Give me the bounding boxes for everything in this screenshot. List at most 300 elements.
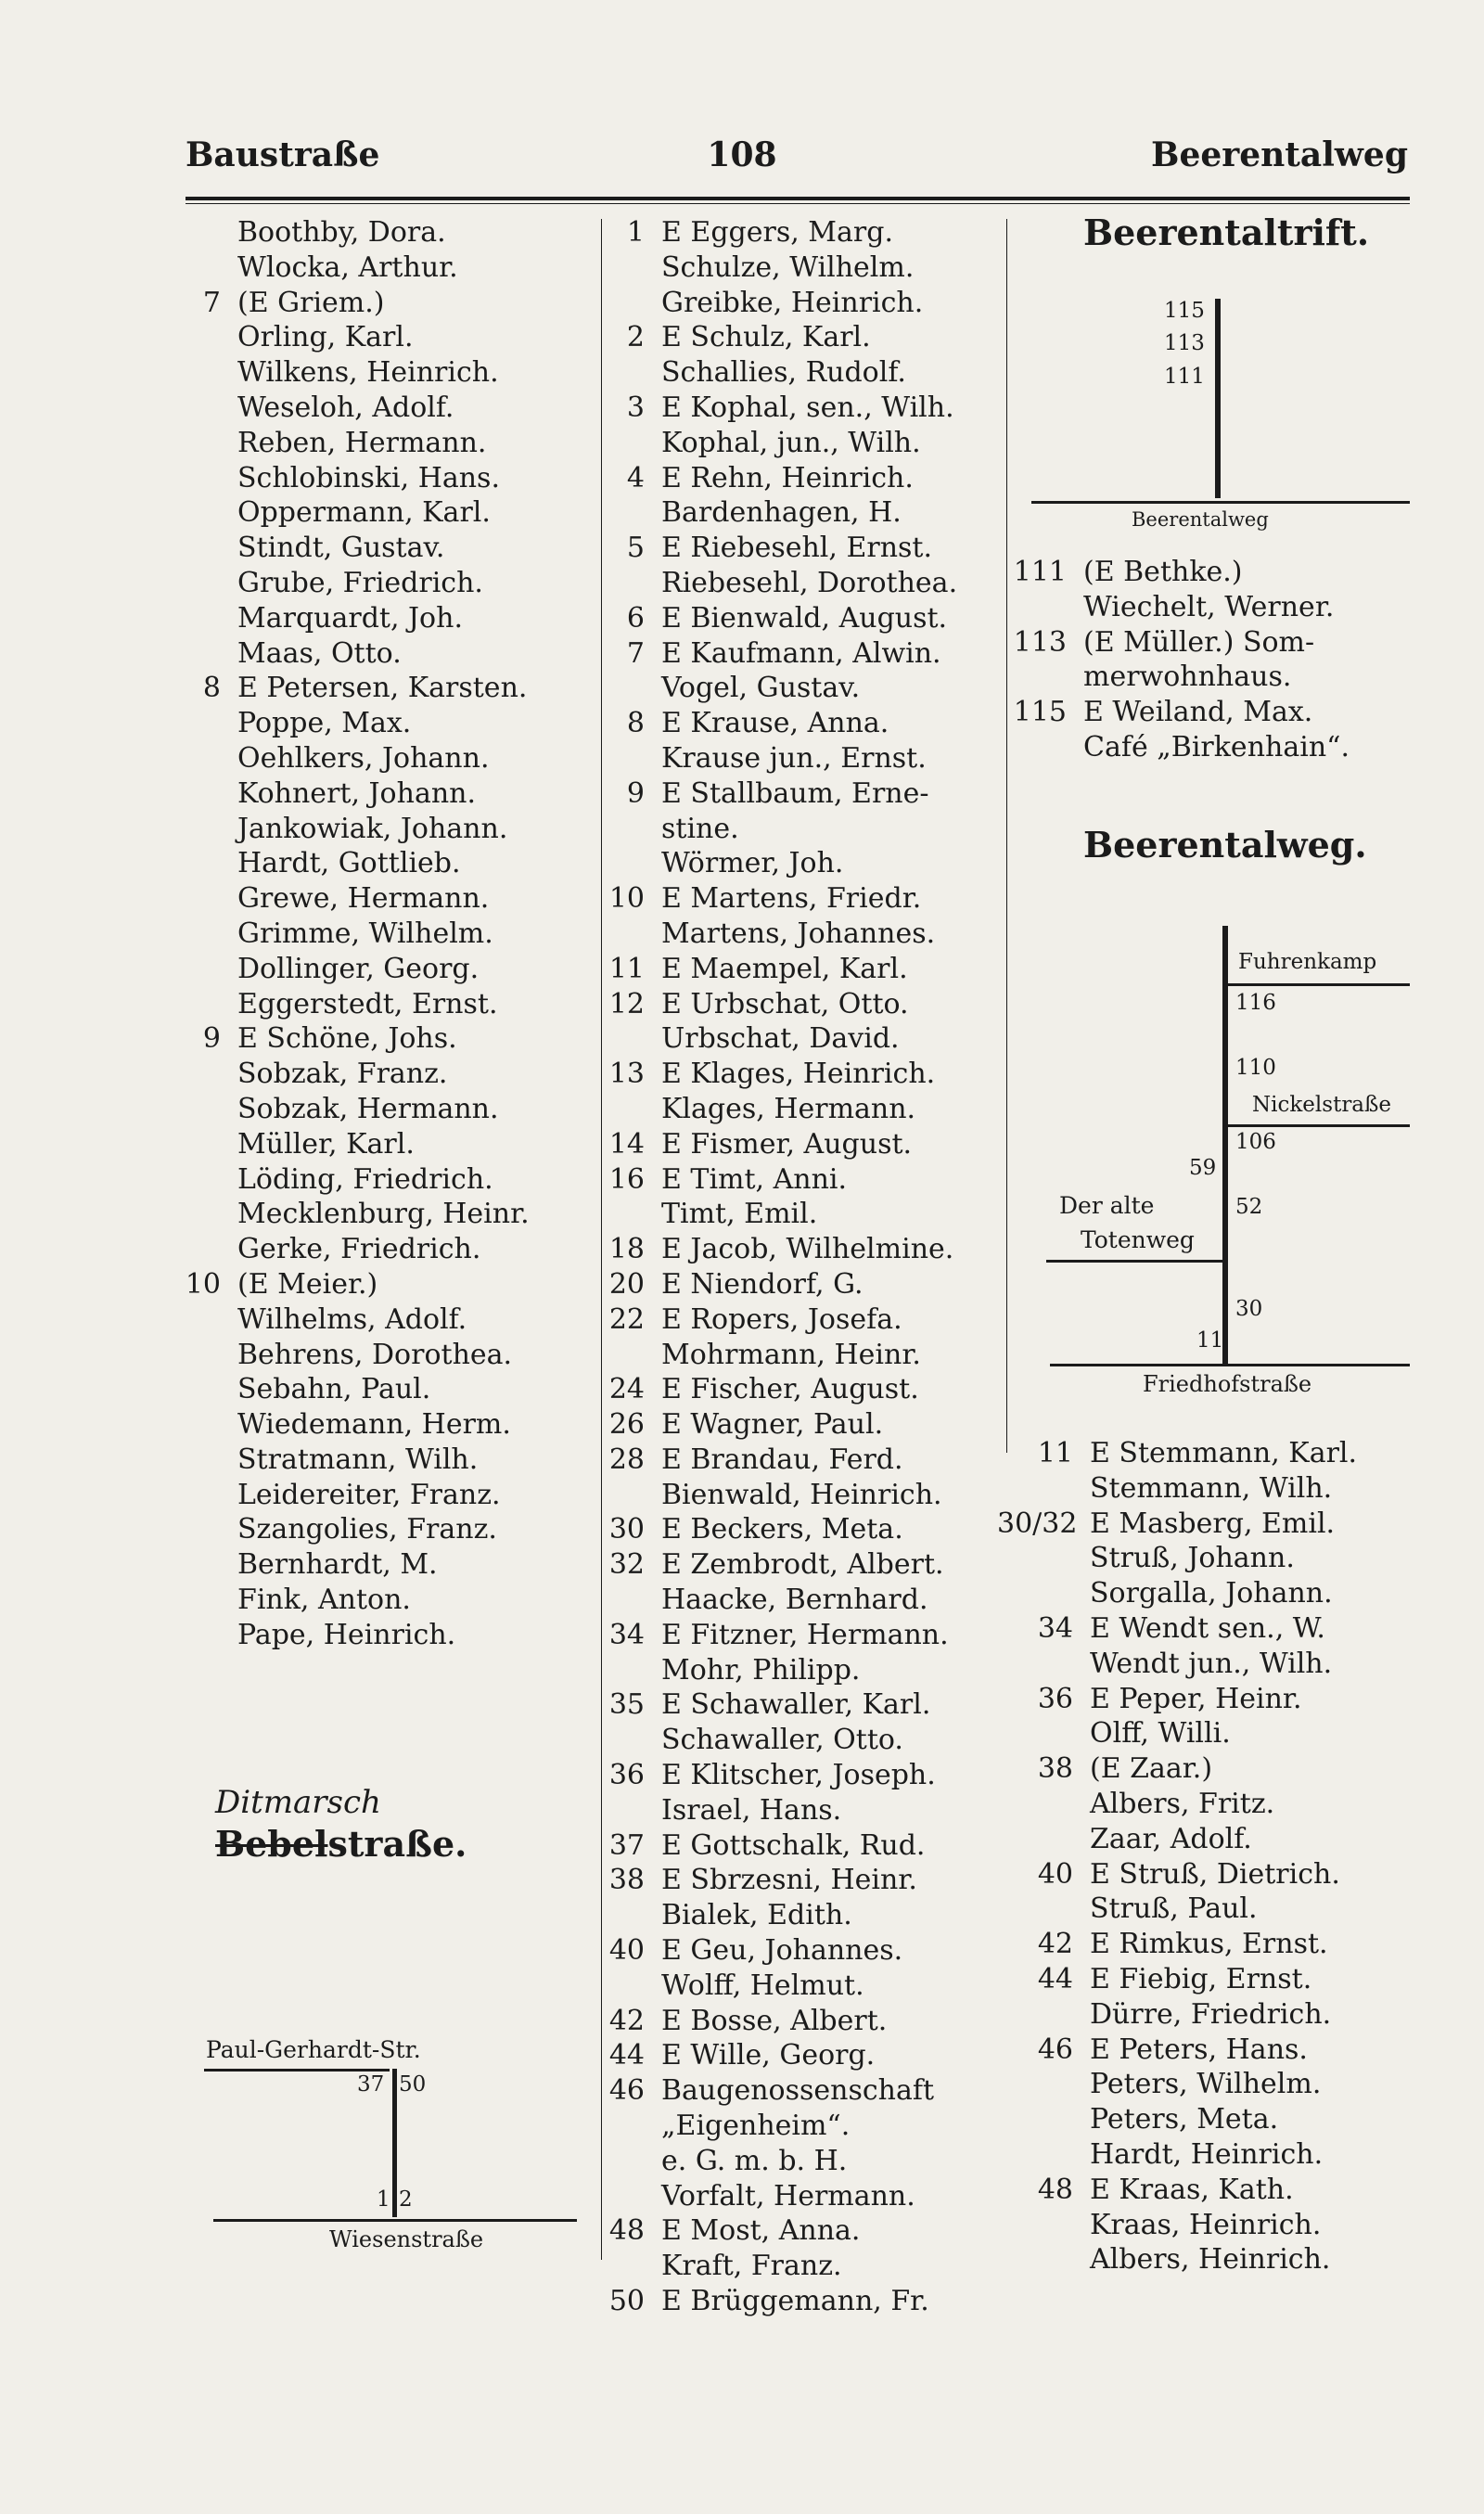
house-number: 8	[202, 672, 221, 705]
resident-name: „Eigenheim“.	[661, 2110, 851, 2143]
house-number: 113	[1013, 625, 1067, 659]
resident-name: E Struß, Dietrich.	[1090, 1857, 1340, 1891]
resident-name: Grimme, Wilhelm.	[237, 917, 493, 950]
resident-name: Kraft, Franz.	[661, 2250, 842, 2283]
resident-name: E Fiebig, Ernst.	[1090, 1962, 1312, 1995]
listing-row	[997, 2102, 1357, 2137]
resident-name: Orling, Karl.	[237, 321, 414, 354]
listing-row	[608, 671, 957, 706]
house-number	[1011, 590, 1067, 625]
listing-row	[165, 461, 530, 496]
resident-name: Sorgalla, Johann.	[1090, 1577, 1333, 1610]
house-number	[608, 495, 645, 531]
map-street-trift	[1215, 299, 1221, 498]
resident-name: E Fischer, August.	[661, 1373, 919, 1406]
listing-row	[608, 426, 957, 461]
resident-name: (E Griem.)	[237, 286, 385, 319]
map-number-11: 11	[1196, 1328, 1224, 1353]
house-number	[165, 1057, 221, 1092]
house-number: 48	[1037, 2173, 1073, 2206]
house-number: 4	[626, 461, 645, 494]
resident-name: E Peper, Heinr.	[1090, 1682, 1302, 1715]
house-number	[165, 495, 221, 531]
resident-name: Sebahn, Paul.	[237, 1373, 431, 1406]
house-number	[165, 1162, 221, 1198]
house-number	[165, 1232, 221, 1267]
listing-row	[165, 846, 530, 881]
listing-row	[608, 566, 957, 601]
resident-name: E Klages, Heinrich.	[661, 1058, 936, 1091]
map-road-totenweg	[1046, 1260, 1222, 1263]
house-number	[997, 1471, 1073, 1507]
house-number	[165, 952, 221, 987]
house-number	[608, 355, 645, 391]
resident-name: E Fitzner, Hermann.	[661, 1618, 949, 1651]
resident-name: Grube, Friedrich.	[237, 566, 483, 599]
listing-row	[165, 1162, 530, 1198]
resident-name: Urbschat, David.	[661, 1022, 900, 1056]
house-number	[165, 1127, 221, 1162]
resident-name: Greibke, Heinrich.	[661, 286, 924, 319]
listing-row	[165, 1547, 530, 1583]
house-number	[997, 1822, 1073, 1857]
listing-row	[165, 741, 530, 776]
listing-row	[1011, 555, 1350, 590]
house-number	[165, 881, 221, 917]
listing-row	[165, 601, 530, 636]
house-number: 22	[608, 1302, 645, 1336]
resident-name: Wörmer, Joh.	[661, 847, 844, 880]
house-number	[1011, 730, 1067, 765]
resident-name: Wilhelms, Adolf.	[237, 1302, 467, 1336]
house-number: 50	[608, 2285, 645, 2318]
house-number	[165, 461, 221, 496]
listing-row	[1011, 695, 1350, 730]
header-rule	[186, 197, 1410, 200]
house-number	[608, 1092, 645, 1127]
house-number: 44	[608, 2039, 645, 2072]
listing-row	[608, 1021, 957, 1057]
listing-row	[165, 1302, 530, 1338]
house-number: 36	[608, 1759, 645, 1792]
listing-row	[608, 1338, 957, 1373]
house-number	[165, 812, 221, 847]
resident-name: E Sbrzesni, Heinr.	[661, 1864, 917, 1897]
resident-name: E Riebesehl, Ernst.	[661, 532, 933, 565]
listing-row	[608, 1478, 957, 1513]
map-number-1: 1	[377, 2187, 390, 2212]
page-number: 108	[707, 135, 777, 174]
resident-name: Haacke, Bernhard.	[661, 1584, 928, 1617]
resident-name: Wolff, Helmut.	[661, 1969, 864, 2002]
listing-row	[608, 2038, 957, 2073]
resident-name: Vogel, Gustav.	[661, 672, 861, 705]
weg-listing	[997, 1436, 1357, 2277]
listing-row	[608, 215, 957, 250]
house-number	[608, 1478, 645, 1513]
listing-row	[1011, 660, 1350, 695]
listing-row	[165, 250, 530, 286]
column-divider	[601, 219, 602, 2260]
column-2-listing	[608, 215, 957, 2319]
listing-row	[608, 1127, 957, 1162]
map-number-115: 115	[1164, 299, 1205, 323]
house-number	[165, 1547, 221, 1583]
house-number	[165, 1372, 221, 1407]
listing-row	[165, 1057, 530, 1092]
listing-row	[608, 1618, 957, 1653]
resident-name: E Stallbaum, Erne-	[661, 776, 929, 810]
listing-row	[165, 1443, 530, 1478]
house-number: 16	[608, 1162, 645, 1196]
resident-name: Hardt, Gottlieb.	[237, 847, 461, 880]
house-number	[165, 1443, 221, 1478]
house-number: 11	[1037, 1437, 1073, 1469]
map-number-2: 2	[399, 2187, 413, 2212]
house-number: 1	[626, 216, 645, 249]
resident-name: E Wille, Georg.	[661, 2039, 876, 2072]
house-number	[608, 846, 645, 881]
map-road-bottom	[213, 2219, 577, 2222]
resident-name: Oehlkers, Johann.	[237, 741, 490, 775]
listing-row	[608, 1267, 957, 1302]
house-number: 14	[608, 1127, 645, 1161]
house-number	[608, 1653, 645, 1688]
listing-row	[608, 2073, 957, 2109]
street-heading-bebel	[215, 1784, 467, 1865]
house-number	[165, 741, 221, 776]
listing-row	[608, 1232, 957, 1267]
listing-row	[997, 1611, 1357, 1647]
map-street-bebel	[392, 2069, 397, 2217]
street-suffix: straße.	[327, 1823, 467, 1865]
resident-name: E Kraas, Kath.	[1090, 2173, 1294, 2206]
listing-row	[997, 1751, 1357, 1787]
resident-name: Peters, Wilhelm.	[1090, 2068, 1322, 2101]
resident-name: Albers, Heinrich.	[1090, 2243, 1331, 2277]
listing-row	[997, 1892, 1357, 1927]
listing-row	[165, 426, 530, 461]
listing-row	[165, 531, 530, 566]
resident-name: Eggerstedt, Ernst.	[237, 987, 498, 1020]
house-number: 46	[608, 2074, 645, 2108]
house-number: 36	[1037, 1682, 1073, 1715]
house-number: 12	[608, 987, 645, 1020]
listing-row	[997, 2208, 1357, 2243]
listing-row	[608, 1547, 957, 1583]
map-label-paul-gerhardt: Paul-Gerhardt-Str.	[206, 2036, 421, 2063]
map-number-106: 106	[1235, 1130, 1276, 1154]
resident-name: E Kophal, sen., Wilh.	[661, 391, 954, 424]
listing-row	[165, 952, 530, 987]
listing-row	[165, 1407, 530, 1443]
resident-name: Wilkens, Heinrich.	[237, 356, 499, 390]
house-number: 34	[608, 1618, 645, 1651]
house-number: 9	[202, 1022, 221, 1056]
listing-row	[997, 2033, 1357, 2068]
resident-name: (E Zaar.)	[1090, 1752, 1213, 1786]
resident-name: E Beckers, Meta.	[661, 1513, 903, 1546]
listing-row	[608, 1583, 957, 1618]
resident-name: Mohr, Philipp.	[661, 1653, 861, 1687]
resident-name: E Schawaller, Karl.	[661, 1688, 931, 1722]
house-number: 24	[608, 1373, 645, 1406]
map-number-110: 110	[1235, 1056, 1276, 1080]
house-number	[608, 250, 645, 286]
resident-name: Timt, Emil.	[661, 1198, 818, 1231]
house-number: 28	[608, 1443, 645, 1476]
listing-row	[608, 636, 957, 672]
resident-name: Café „Birkenhain“.	[1083, 730, 1350, 763]
listing-row	[997, 1997, 1357, 2033]
resident-name: Wiedemann, Herm.	[237, 1408, 511, 1442]
listing-row	[165, 706, 530, 741]
house-number: 44	[1037, 1962, 1073, 1995]
listing-row	[608, 1933, 957, 1969]
resident-name: Mecklenburg, Heinr.	[237, 1198, 530, 1231]
house-number: 40	[608, 1934, 645, 1968]
listing-row	[1011, 590, 1350, 625]
listing-row	[997, 1576, 1357, 1611]
map-number-113: 113	[1164, 331, 1205, 355]
listing-row	[165, 215, 530, 250]
house-number	[165, 987, 221, 1022]
listing-row	[165, 812, 530, 847]
resident-name: E Timt, Anni.	[661, 1162, 848, 1196]
house-number: 7	[626, 636, 645, 670]
house-number: 34	[1037, 1611, 1073, 1645]
house-number	[997, 2067, 1073, 2102]
house-number	[608, 2179, 645, 2214]
resident-name: Mohrmann, Heinr.	[661, 1338, 921, 1371]
house-number	[608, 2144, 645, 2179]
resident-name: Peters, Meta.	[1090, 2103, 1279, 2136]
resident-name: Dürre, Friedrich.	[1090, 1997, 1332, 2031]
resident-name: merwohnhaus.	[1083, 661, 1292, 694]
house-number: 3	[626, 391, 645, 424]
listing-row	[165, 320, 530, 355]
house-number	[608, 2249, 645, 2284]
house-number	[165, 776, 221, 812]
listing-row	[997, 1471, 1357, 1507]
resident-name: Wiechelt, Werner.	[1083, 590, 1335, 623]
resident-name: Krause jun., Ernst.	[661, 741, 927, 775]
resident-name: Sobzak, Franz.	[237, 1058, 448, 1091]
house-number	[997, 2137, 1073, 2173]
resident-name: Schulze, Wilhelm.	[661, 250, 915, 284]
house-number: 9	[626, 776, 645, 810]
listing-row	[165, 1338, 530, 1373]
house-number: 30	[608, 1513, 645, 1546]
resident-name: Israel, Hans.	[661, 1793, 842, 1827]
resident-name: E Petersen, Karsten.	[237, 672, 528, 705]
resident-name: Bardenhagen, H.	[661, 496, 902, 530]
listing-row	[608, 2144, 957, 2179]
house-number	[608, 1969, 645, 2004]
house-number: 42	[608, 2004, 645, 2037]
listing-row	[608, 812, 957, 847]
resident-name: E Schöne, Johs.	[237, 1022, 457, 1056]
map-label-fuhrenkamp: Fuhrenkamp	[1238, 950, 1377, 974]
listing-row	[165, 1583, 530, 1618]
house-number: 10	[185, 1267, 221, 1301]
listing-row	[165, 1092, 530, 1127]
house-number: 6	[626, 601, 645, 635]
house-number	[165, 1618, 221, 1653]
listing-row	[165, 881, 530, 917]
listing-row	[608, 2284, 957, 2319]
resident-name: Fink, Anton.	[237, 1584, 411, 1617]
listing-row	[165, 286, 530, 321]
listing-row	[608, 1372, 957, 1407]
resident-name: E Wagner, Paul.	[661, 1408, 884, 1442]
listing-row	[608, 2249, 957, 2284]
listing-row	[608, 2179, 957, 2214]
map-road-nickelstrasse	[1228, 1124, 1410, 1127]
listing-row	[608, 1758, 957, 1793]
listing-row	[608, 1863, 957, 1898]
resident-name: e. G. m. b. H.	[661, 2144, 848, 2177]
resident-name: Bernhardt, M.	[237, 1548, 438, 1582]
resident-name: Struß, Johann.	[1090, 1542, 1295, 1575]
listing-row	[165, 355, 530, 391]
resident-name: stine.	[661, 812, 739, 845]
struck-street-name: Bebel	[215, 1823, 328, 1865]
resident-name: E Kaufmann, Alwin.	[661, 636, 941, 670]
house-number: 18	[608, 1233, 645, 1266]
listing-row	[608, 1407, 957, 1443]
listing-row	[165, 917, 530, 952]
listing-row	[608, 1512, 957, 1547]
house-number: 13	[608, 1058, 645, 1091]
listing-row	[608, 987, 957, 1022]
resident-name: Wlocka, Arthur.	[237, 250, 458, 284]
listing-row	[608, 706, 957, 741]
map-number-59: 59	[1189, 1156, 1217, 1180]
column-1-listing	[165, 215, 530, 1653]
resident-name: Hardt, Heinrich.	[1090, 2137, 1324, 2171]
listing-row	[608, 1969, 957, 2004]
resident-name: E Krause, Anna.	[661, 707, 889, 740]
house-number	[165, 636, 221, 672]
house-number	[997, 1892, 1073, 1927]
listing-row	[165, 987, 530, 1022]
resident-name: E Wendt sen., W.	[1090, 1611, 1325, 1645]
map-road-friedhofstrasse	[1050, 1364, 1410, 1366]
house-number	[165, 1302, 221, 1338]
listing-row	[608, 1197, 957, 1232]
listing-row	[608, 1443, 957, 1478]
house-number	[165, 1197, 221, 1232]
resident-name: E Peters, Hans.	[1090, 2033, 1308, 2066]
house-number	[165, 917, 221, 952]
resident-name: Riebesehl, Dorothea.	[661, 566, 958, 599]
house-number	[608, 1583, 645, 1618]
listing-row	[608, 320, 957, 355]
listing-row	[997, 1962, 1357, 1997]
house-number: 30/32	[997, 1507, 1078, 1540]
resident-name: (E Meier.)	[237, 1267, 378, 1301]
resident-name: E Weiland, Max.	[1083, 696, 1313, 729]
resident-name: Schawaller, Otto.	[661, 1724, 903, 1757]
listing-row	[997, 1682, 1357, 1717]
resident-name: Kohnert, Johann.	[237, 776, 477, 810]
map-road-beerentalweg	[1031, 501, 1410, 504]
house-number	[165, 601, 221, 636]
map-number-37: 37	[357, 2072, 385, 2097]
house-number: 37	[608, 1828, 645, 1862]
house-number	[608, 2109, 645, 2144]
house-number: 115	[1013, 696, 1067, 729]
resident-name: (E Bethke.)	[1083, 556, 1243, 588]
resident-name: E Maempel, Karl.	[661, 952, 908, 985]
house-number	[165, 846, 221, 881]
house-number	[608, 917, 645, 952]
column-divider	[1006, 219, 1007, 1453]
resident-name: E Niendorf, G.	[661, 1267, 864, 1301]
listing-row	[997, 2173, 1357, 2208]
listing-row	[608, 1057, 957, 1092]
house-number	[608, 812, 645, 847]
house-number	[997, 2242, 1073, 2277]
house-number: 32	[608, 1548, 645, 1582]
listing-row	[165, 1512, 530, 1547]
resident-name: Marquardt, Joh.	[237, 601, 463, 635]
resident-name: Maas, Otto.	[237, 636, 402, 670]
resident-name: E Eggers, Marg.	[661, 216, 893, 249]
listing-row	[608, 461, 957, 496]
resident-name: E Ropers, Josefa.	[661, 1302, 902, 1336]
house-number	[997, 1541, 1073, 1576]
map-number-116: 116	[1235, 991, 1276, 1015]
map-label-totenweg: Totenweg	[1081, 1226, 1195, 1253]
house-number	[165, 391, 221, 426]
resident-name: E Zembrodt, Albert.	[661, 1548, 944, 1582]
house-number	[165, 1338, 221, 1373]
house-number	[608, 671, 645, 706]
house-number	[165, 531, 221, 566]
listing-row	[165, 776, 530, 812]
listing-row	[165, 1127, 530, 1162]
resident-name: E Geu, Johannes.	[661, 1934, 903, 1968]
listing-row	[608, 355, 957, 391]
resident-name: Löding, Friedrich.	[237, 1162, 493, 1196]
house-number	[165, 215, 221, 250]
map-label-nickelstrasse: Nickelstraße	[1252, 1093, 1391, 1117]
resident-name: Stemmann, Wilh.	[1090, 1471, 1333, 1505]
resident-name: E Schulz, Karl.	[661, 321, 871, 354]
listing-row	[608, 495, 957, 531]
resident-name: Behrens, Dorothea.	[237, 1338, 513, 1371]
listing-row	[608, 881, 957, 917]
resident-name: Pape, Heinrich.	[237, 1618, 456, 1651]
resident-name: Szangolies, Franz.	[237, 1513, 497, 1546]
house-number: 2	[626, 321, 645, 354]
resident-name: Olff, Willi.	[1090, 1717, 1231, 1751]
listing-row	[608, 1898, 957, 1933]
listing-row	[1011, 730, 1350, 765]
house-number	[608, 1793, 645, 1828]
listing-row	[165, 566, 530, 601]
house-number	[165, 1478, 221, 1513]
house-number: 35	[608, 1688, 645, 1722]
resident-name: Struß, Paul.	[1090, 1892, 1258, 1926]
resident-name: Bialek, Edith.	[661, 1899, 852, 1932]
house-number	[608, 741, 645, 776]
listing-row	[997, 1857, 1357, 1892]
resident-name: Klages, Hermann.	[661, 1092, 916, 1125]
resident-name: E Stemmann, Karl.	[1090, 1437, 1358, 1469]
